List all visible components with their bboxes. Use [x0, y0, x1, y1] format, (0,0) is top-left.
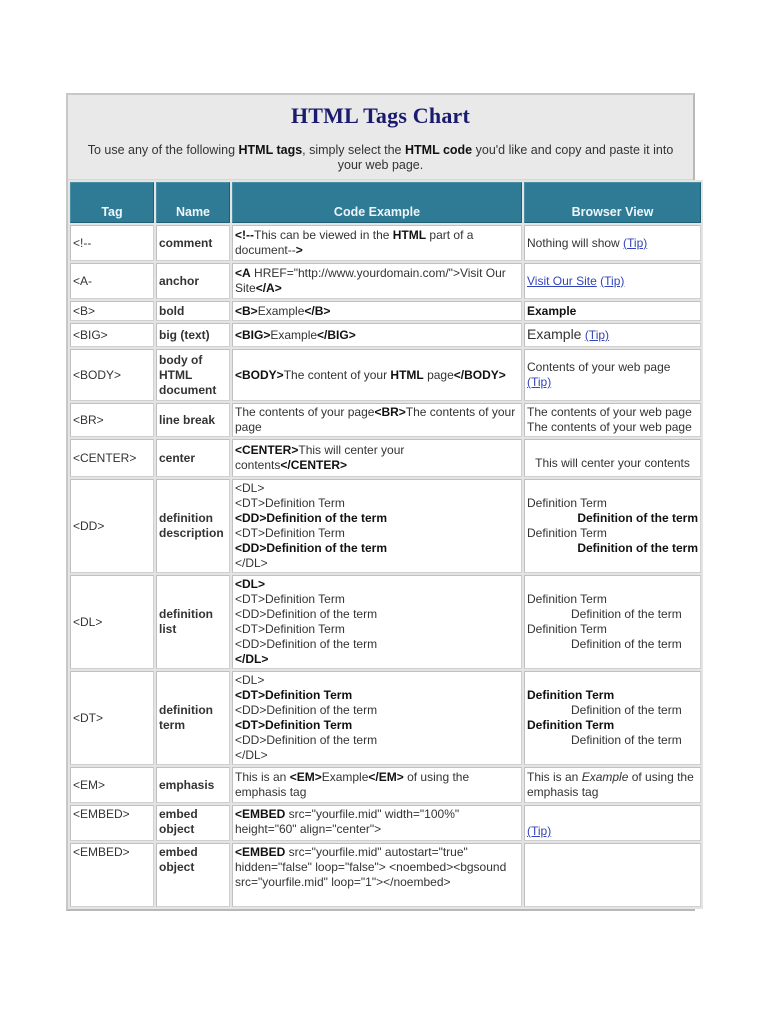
tag-cell: <BIG>	[70, 323, 154, 347]
browser-view-cell	[524, 349, 701, 401]
intro-bold-html-code: HTML code	[405, 143, 473, 157]
table-row	[70, 805, 701, 841]
code-bold: </EM>	[368, 770, 404, 784]
table-row	[70, 671, 701, 765]
code-bold: <B>	[235, 303, 258, 318]
intro-bold-html-tags: HTML tags	[238, 143, 303, 157]
code-line: <DD>Definition of the term	[235, 733, 378, 747]
view-term: Definition Term	[527, 592, 607, 606]
column-header-code-example: Code Example	[232, 182, 522, 223]
intro-text	[82, 143, 679, 173]
browser-view-cell	[524, 671, 701, 765]
table-row	[70, 323, 701, 347]
view-big-example: Example	[527, 326, 582, 342]
view-definition-bold: Definition of the term	[577, 541, 698, 555]
code-bold: </B>	[304, 303, 331, 318]
tag-cell: <DD>	[70, 479, 154, 573]
code-example-cell	[232, 767, 522, 803]
table-row	[70, 403, 701, 437]
view-term: Definition Term	[527, 496, 607, 510]
code-text: This is an	[235, 770, 290, 784]
table-row	[70, 263, 701, 299]
code-example-cell	[232, 263, 522, 299]
code-text: The contents of your page	[235, 405, 375, 419]
table-row	[70, 843, 701, 907]
tag-cell: <BR>	[70, 403, 154, 437]
code-line-bold: <DD>Definition of the term	[235, 541, 388, 555]
name-cell: center	[156, 439, 230, 477]
view-definition-bold: Definition of the term	[577, 511, 698, 525]
code-text: page	[423, 367, 454, 382]
view-bold-example: Example	[527, 303, 577, 318]
browser-view-cell	[524, 323, 701, 347]
tip-link[interactable]: (Tip)	[600, 273, 625, 288]
code-bold: <EMBED	[235, 845, 286, 859]
table-header-row	[70, 182, 701, 223]
view-definition: Definition of the term	[571, 607, 682, 621]
code-line-bold: <DD>Definition of the term	[235, 511, 388, 525]
tag-cell: <A-	[70, 263, 154, 299]
chart-header	[68, 95, 693, 180]
tag-cell: <!--	[70, 225, 154, 261]
view-definition: Definition of the term	[571, 637, 682, 651]
tag-cell: <CENTER>	[70, 439, 154, 477]
code-line-bold: <DL>	[235, 577, 266, 591]
code-example-cell	[232, 843, 522, 907]
page-title: HTML Tags Chart	[290, 103, 471, 128]
code-line-bold: </DL>	[235, 652, 269, 666]
view-line: The contents of your web page	[527, 405, 692, 419]
name-cell: definition list	[156, 575, 230, 669]
code-text: Example	[270, 327, 318, 342]
code-example-cell	[232, 349, 522, 401]
table-row	[70, 479, 701, 573]
code-line: <DL>	[235, 673, 265, 687]
view-term: Definition Term	[527, 622, 607, 636]
table-row	[70, 225, 701, 261]
code-text: src="yourfile.mid" width="100%" height="60" align="center">	[235, 807, 460, 836]
code-example-cell	[232, 479, 522, 573]
code-bold: </CENTER>	[280, 458, 348, 472]
tag-cell: <DL>	[70, 575, 154, 669]
code-line-bold: <DT>Definition Term	[235, 688, 353, 702]
code-example-cell	[232, 671, 522, 765]
tag-cell: <B>	[70, 301, 154, 321]
name-cell: bold	[156, 301, 230, 321]
code-bold: <!--	[235, 228, 254, 242]
code-bold: <BR>	[374, 405, 406, 419]
name-cell: definition description	[156, 479, 230, 573]
tag-cell: <EMBED>	[70, 805, 154, 841]
tag-cell: <EM>	[70, 767, 154, 803]
view-term: Definition Term	[527, 526, 607, 540]
code-line: </DL>	[235, 748, 268, 762]
browser-view-cell	[524, 403, 701, 437]
code-example-cell	[232, 225, 522, 261]
browser-view-cell	[524, 575, 701, 669]
view-line: The contents of your web page	[527, 420, 692, 434]
column-header-tag: Tag	[70, 182, 154, 223]
view-text: of using the emphasis tag	[527, 770, 694, 799]
code-example-cell	[232, 403, 522, 437]
code-example-cell	[232, 805, 522, 841]
code-line: <DD>Definition of the term	[235, 703, 378, 717]
table-row	[70, 767, 701, 803]
view-term-bold: Definition Term	[527, 718, 615, 732]
code-line: <DL>	[235, 481, 265, 495]
name-cell: big (text)	[156, 323, 230, 347]
code-line: <DD>Definition of the term	[235, 607, 378, 621]
view-text: Nothing will show	[527, 235, 624, 250]
code-bold: </BIG>	[317, 327, 356, 342]
code-text: of using the emphasis tag	[235, 770, 470, 799]
name-cell: anchor	[156, 263, 230, 299]
code-bold: <BIG>	[235, 327, 271, 342]
code-text: part of a document--	[235, 228, 474, 257]
code-example-cell	[232, 575, 522, 669]
code-example-cell	[232, 301, 522, 321]
browser-view-cell	[524, 225, 701, 261]
tags-table	[68, 180, 703, 909]
html-tags-chart	[66, 93, 698, 911]
code-text: This will center your contents	[235, 443, 405, 472]
tag-cell: <BODY>	[70, 349, 154, 401]
name-cell: body of HTML document	[156, 349, 230, 401]
code-line-bold: <DT>Definition Term	[235, 718, 353, 732]
code-bold: <CENTER>	[235, 443, 299, 457]
tip-link[interactable]: (Tip)	[623, 235, 648, 250]
intro-suffix: you'd like and copy and paste it into your web page.	[337, 143, 674, 172]
name-cell: embed object	[156, 805, 230, 841]
code-text: The content of your	[283, 367, 391, 382]
view-definition: Definition of the term	[571, 733, 682, 747]
browser-view-cell	[524, 439, 701, 477]
view-centered-text: This will center your contents	[535, 455, 690, 470]
code-bold: >	[295, 243, 303, 257]
browser-view-cell	[524, 767, 701, 803]
code-text: This can be viewed in the	[254, 228, 393, 242]
code-bold: <BODY>	[235, 367, 284, 382]
table-row	[70, 439, 701, 477]
code-line: <DT>Definition Term	[235, 622, 345, 636]
table-row	[70, 575, 701, 669]
column-header-browser-view: Browser View	[524, 182, 701, 223]
view-text: Contents of your web page	[527, 360, 671, 374]
name-cell: line break	[156, 403, 230, 437]
tip-link[interactable]: (Tip)	[527, 375, 552, 389]
code-bold: </BODY>	[453, 367, 506, 382]
tag-cell: <DT>	[70, 671, 154, 765]
code-line: <DT>Definition Term	[235, 526, 345, 540]
code-example-cell	[232, 439, 522, 477]
code-bold: HTML	[392, 228, 427, 242]
code-text: src="yourfile.mid" autostart="true" hidden="false" loop="false"> <noembed><bgsound src="yourfile.mid" loop="1"></noembed>	[235, 845, 507, 889]
tag-cell: <EMBED>	[70, 843, 154, 907]
browser-view-cell	[524, 263, 701, 299]
view-text: This is an	[527, 770, 582, 784]
code-text: Example	[321, 770, 369, 784]
browser-view-cell	[524, 301, 701, 321]
intro-prefix: To use any of the following	[87, 143, 239, 157]
code-text: The contents of your page	[235, 405, 516, 434]
table-row	[70, 349, 701, 401]
name-cell: embed object	[156, 843, 230, 907]
view-definition: Definition of the term	[571, 703, 682, 717]
code-bold: <EMBED	[235, 807, 286, 821]
code-bold: <EM>	[289, 770, 322, 784]
code-line: </DL>	[235, 556, 268, 570]
column-header-name: Name	[156, 182, 230, 223]
code-line: <DT>Definition Term	[235, 496, 345, 510]
tip-link[interactable]: (Tip)	[527, 824, 552, 838]
code-line: <DD>Definition of the term	[235, 637, 378, 651]
code-bold: HTML	[390, 367, 424, 382]
name-cell: comment	[156, 225, 230, 261]
visit-our-site-link[interactable]: Visit Our Site	[527, 273, 597, 288]
code-bold: <A	[235, 266, 251, 280]
code-example-cell	[232, 323, 522, 347]
browser-view-cell	[524, 805, 701, 841]
view-term-bold: Definition Term	[527, 688, 615, 702]
code-bold: </A>	[255, 281, 282, 295]
code-text: Example	[257, 303, 305, 318]
browser-view-cell	[524, 843, 701, 907]
code-text: HREF="http://www.yourdomain.com/">Visit Our Site	[235, 266, 506, 295]
name-cell: definition term	[156, 671, 230, 765]
browser-view-cell	[524, 479, 701, 573]
tip-link[interactable]: (Tip)	[584, 328, 610, 342]
view-emphasis: Example	[581, 770, 629, 784]
intro-middle: , simply select the	[302, 143, 405, 157]
table-row	[70, 301, 701, 321]
name-cell: emphasis	[156, 767, 230, 803]
code-line: <DT>Definition Term	[235, 592, 345, 606]
